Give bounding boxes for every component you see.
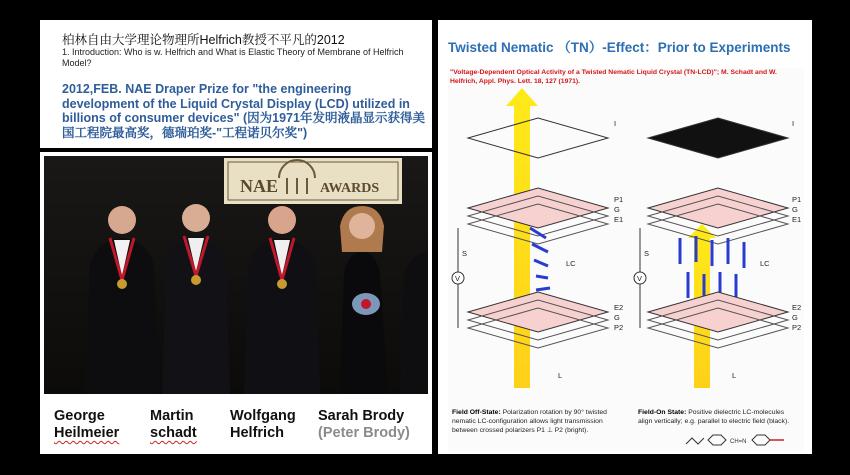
lc-molecule-structure <box>684 432 794 448</box>
svg-text:E2: E2 <box>792 303 802 312</box>
svg-text:I: I <box>614 119 617 128</box>
svg-text:S: S <box>644 249 650 258</box>
name-schadt: Martin schadt <box>150 408 197 441</box>
svg-text:E1: E1 <box>792 215 802 224</box>
svg-text:AWARDS: AWARDS <box>320 181 380 196</box>
svg-text:LC: LC <box>566 259 576 268</box>
svg-text:L: L <box>558 371 563 380</box>
person-sarah-brody <box>340 206 388 394</box>
schadt-helfrich-citation: "Voltage-Dependent Optical Activity of a Twisted Nematic Liquid Crystal (TN-LCD)"; M. Schadt and W. Helfrich, Appl. Phys. Lett. 18, 127 (1971). <box>450 69 777 85</box>
svg-text:LC: LC <box>760 259 770 268</box>
name-heilmeier: George Heilmeier <box>54 408 120 441</box>
svg-text:I: I <box>792 119 795 128</box>
svg-text:P2: P2 <box>792 323 802 332</box>
field-off-diagram <box>452 88 623 388</box>
award-ceremony-photo <box>44 156 428 394</box>
title-chinese: 柏林自由大学理论物理所Helfrich教授不平凡的2012 <box>62 33 345 47</box>
svg-text:G: G <box>614 205 620 214</box>
field-on-diagram <box>634 118 801 388</box>
svg-text:V: V <box>637 274 643 283</box>
svg-text:P2: P2 <box>614 323 624 332</box>
svg-text:L: L <box>732 371 737 380</box>
tn-diagram <box>448 88 804 404</box>
tn-effect-title: Twisted Nematic （TN）-Effect：Prior to Experiments <box>448 40 791 55</box>
svg-text:P1: P1 <box>614 195 624 204</box>
svg-text:V: V <box>455 274 461 283</box>
svg-text:E1: E1 <box>614 215 624 224</box>
intro-card <box>40 20 432 148</box>
svg-text:P1: P1 <box>792 195 802 204</box>
svg-text:G: G <box>792 205 798 214</box>
caption-field-off: Field Off-State: Polarization rotation by 90° twisted nematic LC-configuration allows light transmission between crossed polarizers P1 ⊥ P2 (bright). <box>452 409 607 434</box>
award-photo-card <box>40 152 432 454</box>
svg-text:CH=N: CH=N <box>730 439 747 445</box>
svg-text:G: G <box>792 313 798 322</box>
tn-cell-figure <box>448 68 804 452</box>
intro-subtitle: 1. Introduction: Who is w. Helfrich and What is Elastic Theory of Membrane of Helfrich Model? <box>62 47 404 68</box>
caption-field-on: Field-On State: Positive dielectric LC-molecules align vertically; e.g. parallel to electric field (black). <box>638 409 790 425</box>
name-brody: Sarah Brody (Peter Brody) <box>318 408 410 441</box>
svg-text:E2: E2 <box>614 303 624 312</box>
draper-prize-text: 2012,FEB. NAE Draper Prize for "the engineering development of the Liquid Crystal Display (LCD) utilized in billions of consumer devices" (因为1971年发明液晶显示获得美国工程院最高奖，德瑞珀奖-"工程诺贝尔奖") <box>62 82 425 140</box>
svg-text:S: S <box>462 249 468 258</box>
svg-text:NAE: NAE <box>240 176 279 196</box>
name-helfrich: Wolfgang Helfrich <box>230 408 296 441</box>
tn-effect-panel <box>438 20 812 454</box>
svg-text:G: G <box>614 313 620 322</box>
